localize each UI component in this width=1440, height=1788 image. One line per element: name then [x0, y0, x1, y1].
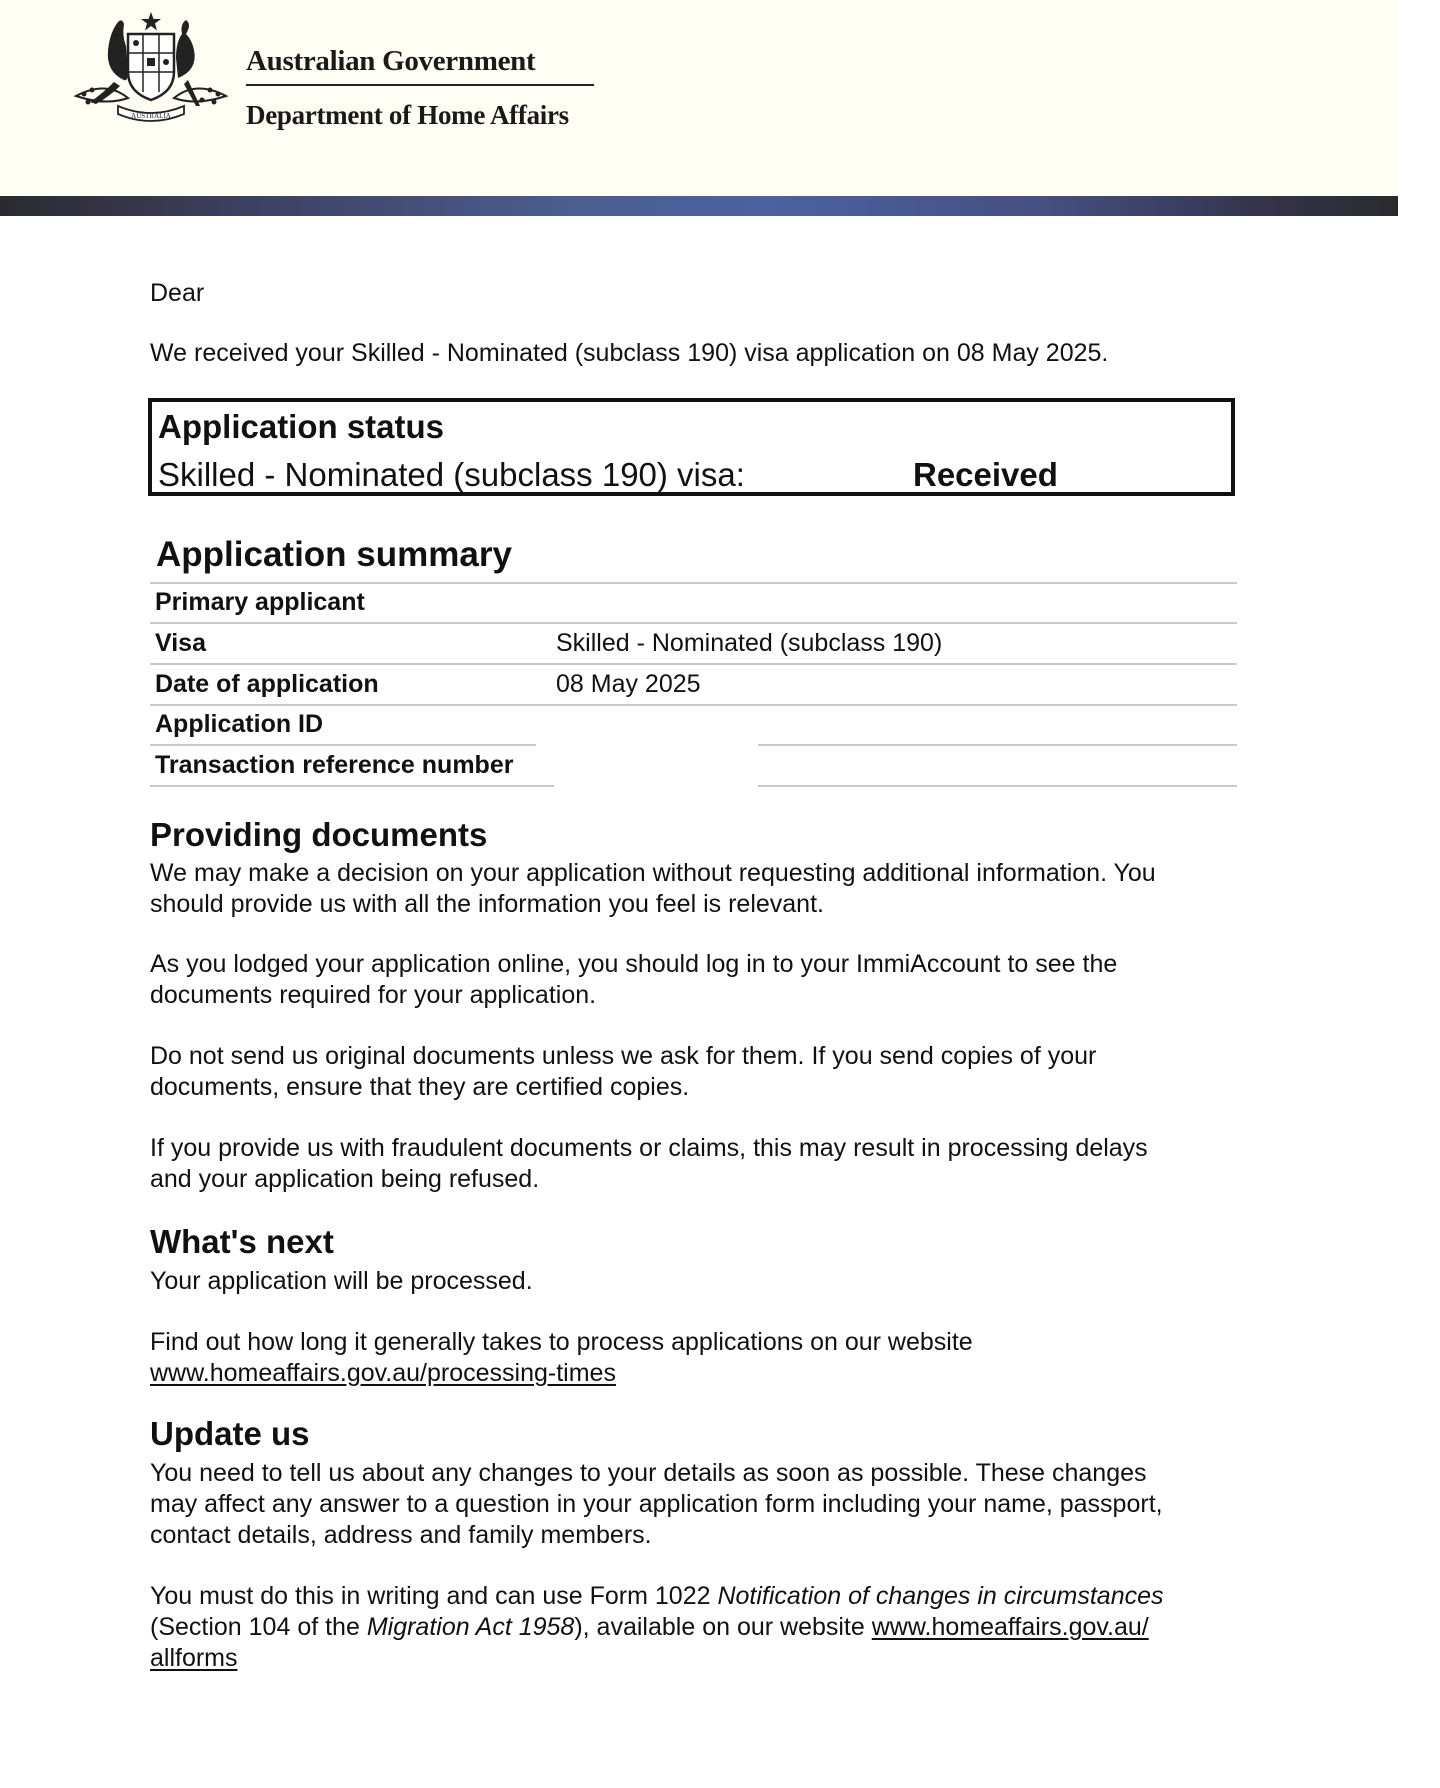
status-value: Received [913, 456, 1058, 493]
table-row [150, 745, 1237, 786]
form-title: Notification of changes in circumstances [717, 1582, 1164, 1610]
table-row [150, 623, 1237, 664]
table-row [150, 582, 1237, 623]
update-text-part: ), available on our website [574, 1613, 872, 1641]
update-text-part: (Section 104 of the [150, 1613, 367, 1641]
letterhead [0, 0, 1398, 196]
act-title: Migration Act 1958 [366, 1613, 575, 1641]
documents-heading: Providing documents [150, 816, 488, 853]
status-visa-label: Skilled - Nominated (subclass 190) visa: [158, 456, 745, 493]
documents-text: We may make a decision on your application without requesting additional information. You [150, 859, 1156, 887]
government-name: Australian Government [246, 45, 536, 77]
allforms-link[interactable]: www.homeaffairs.gov.au/ [871, 1613, 1149, 1641]
row-label: Visa [155, 629, 206, 657]
header-stripe [0, 196, 1398, 216]
update-text [150, 1611, 1149, 1643]
table-row [150, 664, 1237, 705]
coat-of-arms-icon [66, 10, 236, 130]
update-text: may affect any answer to a question in your application form including your name, passport, [150, 1490, 1163, 1518]
documents-text: and your application being refused. [150, 1165, 540, 1193]
documents-text: documents, ensure that they are certified copies. [150, 1073, 690, 1101]
update-text: You need to tell us about any changes to your details as soon as possible. These changes [150, 1459, 1147, 1487]
row-label: Transaction reference number [155, 751, 514, 779]
documents-text: documents required for your application. [150, 981, 597, 1009]
status-title: Application status [158, 408, 445, 445]
crest-motto: AUSTRALIA [131, 112, 171, 120]
table-row [150, 704, 1237, 745]
whats-next-text: Find out how long it generally takes to process applications on our website [150, 1328, 973, 1356]
update-text: contact details, address and family members. [150, 1521, 652, 1549]
wordmark-divider [246, 84, 594, 86]
table-divider [758, 785, 1237, 787]
documents-text: If you provide us with fraudulent documents or claims, this may result in processing delays [150, 1134, 1148, 1162]
allforms-link-continued[interactable]: allforms [150, 1644, 238, 1672]
government-wordmark [246, 44, 594, 131]
row-label: Primary applicant [155, 588, 365, 616]
documents-text: should provide us with all the information you feel is relevant. [150, 890, 824, 918]
processing-times-line [150, 1357, 616, 1389]
table-divider [150, 785, 554, 787]
update-heading: Update us [150, 1415, 310, 1452]
intro-text: We received your Skilled - Nominated (subclass 190) visa application on 08 May 2025. [150, 339, 1109, 367]
salutation: Dear [150, 279, 205, 307]
update-text [150, 1580, 1164, 1612]
row-label: Date of application [155, 670, 379, 698]
update-text-part: You must do this in writing and can use Form 1022 [150, 1582, 718, 1610]
department-name: Department of Home Affairs [246, 100, 569, 130]
application-status-box [148, 398, 1235, 496]
whats-next-text: Your application will be processed. [150, 1267, 533, 1295]
row-value: Skilled - Nominated (subclass 190) [556, 629, 943, 657]
documents-text: Do not send us original documents unless we ask for them. If you send copies of your [150, 1042, 1097, 1070]
summary-title: Application summary [156, 535, 512, 574]
processing-times-link[interactable]: www.homeaffairs.gov.au/processing-times [150, 1359, 616, 1387]
row-label: Application ID [155, 710, 324, 738]
documents-text: As you lodged your application online, you should log in to your ImmiAccount to see the [150, 950, 1118, 978]
allforms-line [150, 1642, 238, 1674]
row-value: 08 May 2025 [556, 670, 701, 698]
whats-next-heading: What's next [150, 1223, 334, 1260]
